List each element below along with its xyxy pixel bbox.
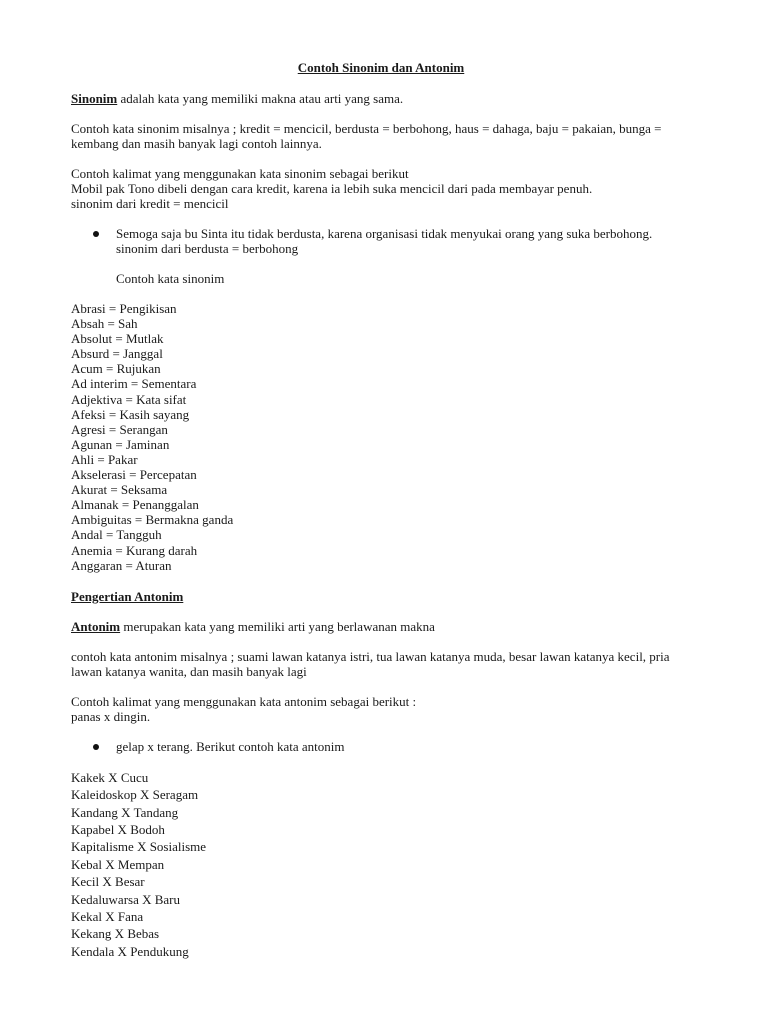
sinonim-list-item: Ambiguitas = Bermakna ganda: [71, 512, 234, 528]
sinonim-list-item: Almanak = Penanggalan: [71, 497, 199, 513]
sinonim-list-item: Agresi = Serangan: [71, 421, 168, 437]
sinonim-list-item: Agunan = Jaminan: [71, 436, 170, 452]
document-title: Contoh Sinonim dan Antonim: [297, 60, 465, 75]
document-page: [71, 60, 691, 976]
antonim-word-list: [71, 769, 691, 960]
sinonim-examples: Contoh kata sinonim misalnya ; kredit = mencicil, berdusta = berbohong, haus = dahaga, baju = pakaian, bunga = kembang dan masih banyak lagi contoh lainnya.: [71, 121, 662, 151]
antonim-list-item: Kapitalisme X Sosialisme: [71, 839, 207, 855]
sinonim-list-item: Andal = Tangguh: [71, 527, 162, 543]
antonim-list-item: Kendala X Pendukung: [71, 943, 189, 959]
antonim-term: Antonim: [71, 618, 121, 634]
antonim-definition: [71, 619, 691, 634]
sinonim-definition: [71, 91, 691, 106]
antonim-list-item: Kapabel X Bodoh: [71, 821, 165, 837]
antonim-list-item: Kebal X Mempan: [71, 856, 165, 872]
sinonim-list-item: Anggaran = Aturan: [71, 557, 172, 573]
sinonim-term: Sinonim: [71, 91, 118, 106]
sinonim-list-item: Acum = Rujukan: [71, 361, 161, 377]
sinonim-sentence-block: [71, 166, 691, 211]
antonim-list-item: Kandang X Tandang: [71, 804, 179, 820]
sinonim-sentence-1: Mobil pak Tono dibeli dengan cara kredit, karena ia lebih suka mencicil dari pada membayar penuh.: [71, 181, 593, 196]
antonim-sentence-block: [71, 694, 691, 724]
sinonim-list-item: Absurd = Janggal: [71, 346, 163, 362]
antonim-list-item: Kakek X Cucu: [71, 769, 149, 785]
sinonim-list-item: Afeksi = Kasih sayang: [71, 406, 190, 422]
sinonim-list-item: Abrasi = Pengikisan: [71, 301, 177, 316]
sinonim-bullet-item: Semoga saja bu Sinta itu tidak berdusta, karena organisasi tidak menyukai orang yang suka berbohong. sinonim dari berdusta = berbohong: [71, 226, 691, 256]
sinonim-bullet-list: [71, 226, 691, 256]
sinonim-list-item: Akurat = Seksama: [71, 482, 168, 498]
sinonim-list-item: Ad interim = Sementara: [71, 376, 197, 392]
antonim-list-item: Kaleidoskop X Seragam: [71, 787, 199, 803]
antonim-definition-text: merupakan kata yang memiliki arti yang berlawanan makna: [120, 618, 435, 634]
antonim-bullet-item: gelap x terang. Berikut contoh kata antonim: [71, 739, 691, 754]
sinonim-definition-text: adalah kata yang memiliki makna atau arti yang sama.: [117, 91, 404, 106]
antonim-sentence-intro: Contoh kalimat yang menggunakan kata antonim sebagai berikut :: [71, 693, 417, 709]
sinonim-list-item: Adjektiva = Kata sifat: [71, 391, 187, 407]
sinonim-list-item: Absah = Sah: [71, 316, 138, 332]
antonim-heading: Pengertian Antonim: [71, 588, 184, 604]
sinonim-sentence-intro: Contoh kalimat yang menggunakan kata sinonim sebagai berikut: [71, 166, 409, 181]
antonim-list-item: Kekal X Fana: [71, 908, 144, 924]
antonim-bullet-list: [71, 739, 691, 754]
sinonim-list-item: Ahli = Pakar: [71, 451, 138, 467]
antonim-list-item: Kedaluwarsa X Baru: [71, 891, 181, 907]
antonim-list-item: Kecil X Besar: [71, 874, 145, 890]
antonim-sentence-1: panas x dingin.: [71, 708, 151, 724]
antonim-list-item: Kekang X Bebas: [71, 926, 160, 942]
sinonim-list-item: Absolut = Mutlak: [71, 331, 164, 347]
sinonim-word-list: [71, 301, 691, 573]
sinonim-sentence-1-note: sinonim dari kredit = mencicil: [71, 196, 229, 211]
sinonim-list-item: Akselerasi = Percepatan: [71, 467, 197, 483]
antonim-examples: contoh kata antonim misalnya ; suami lawan katanya istri, tua lawan katanya muda, besar lawan katanya kecil, pria lawan katanya wanita, dan masih banyak lagi: [71, 648, 670, 679]
sinonim-list-item: Anemia = Kurang darah: [71, 542, 198, 558]
sinonim-list-title: Contoh kata sinonim: [116, 271, 225, 286]
